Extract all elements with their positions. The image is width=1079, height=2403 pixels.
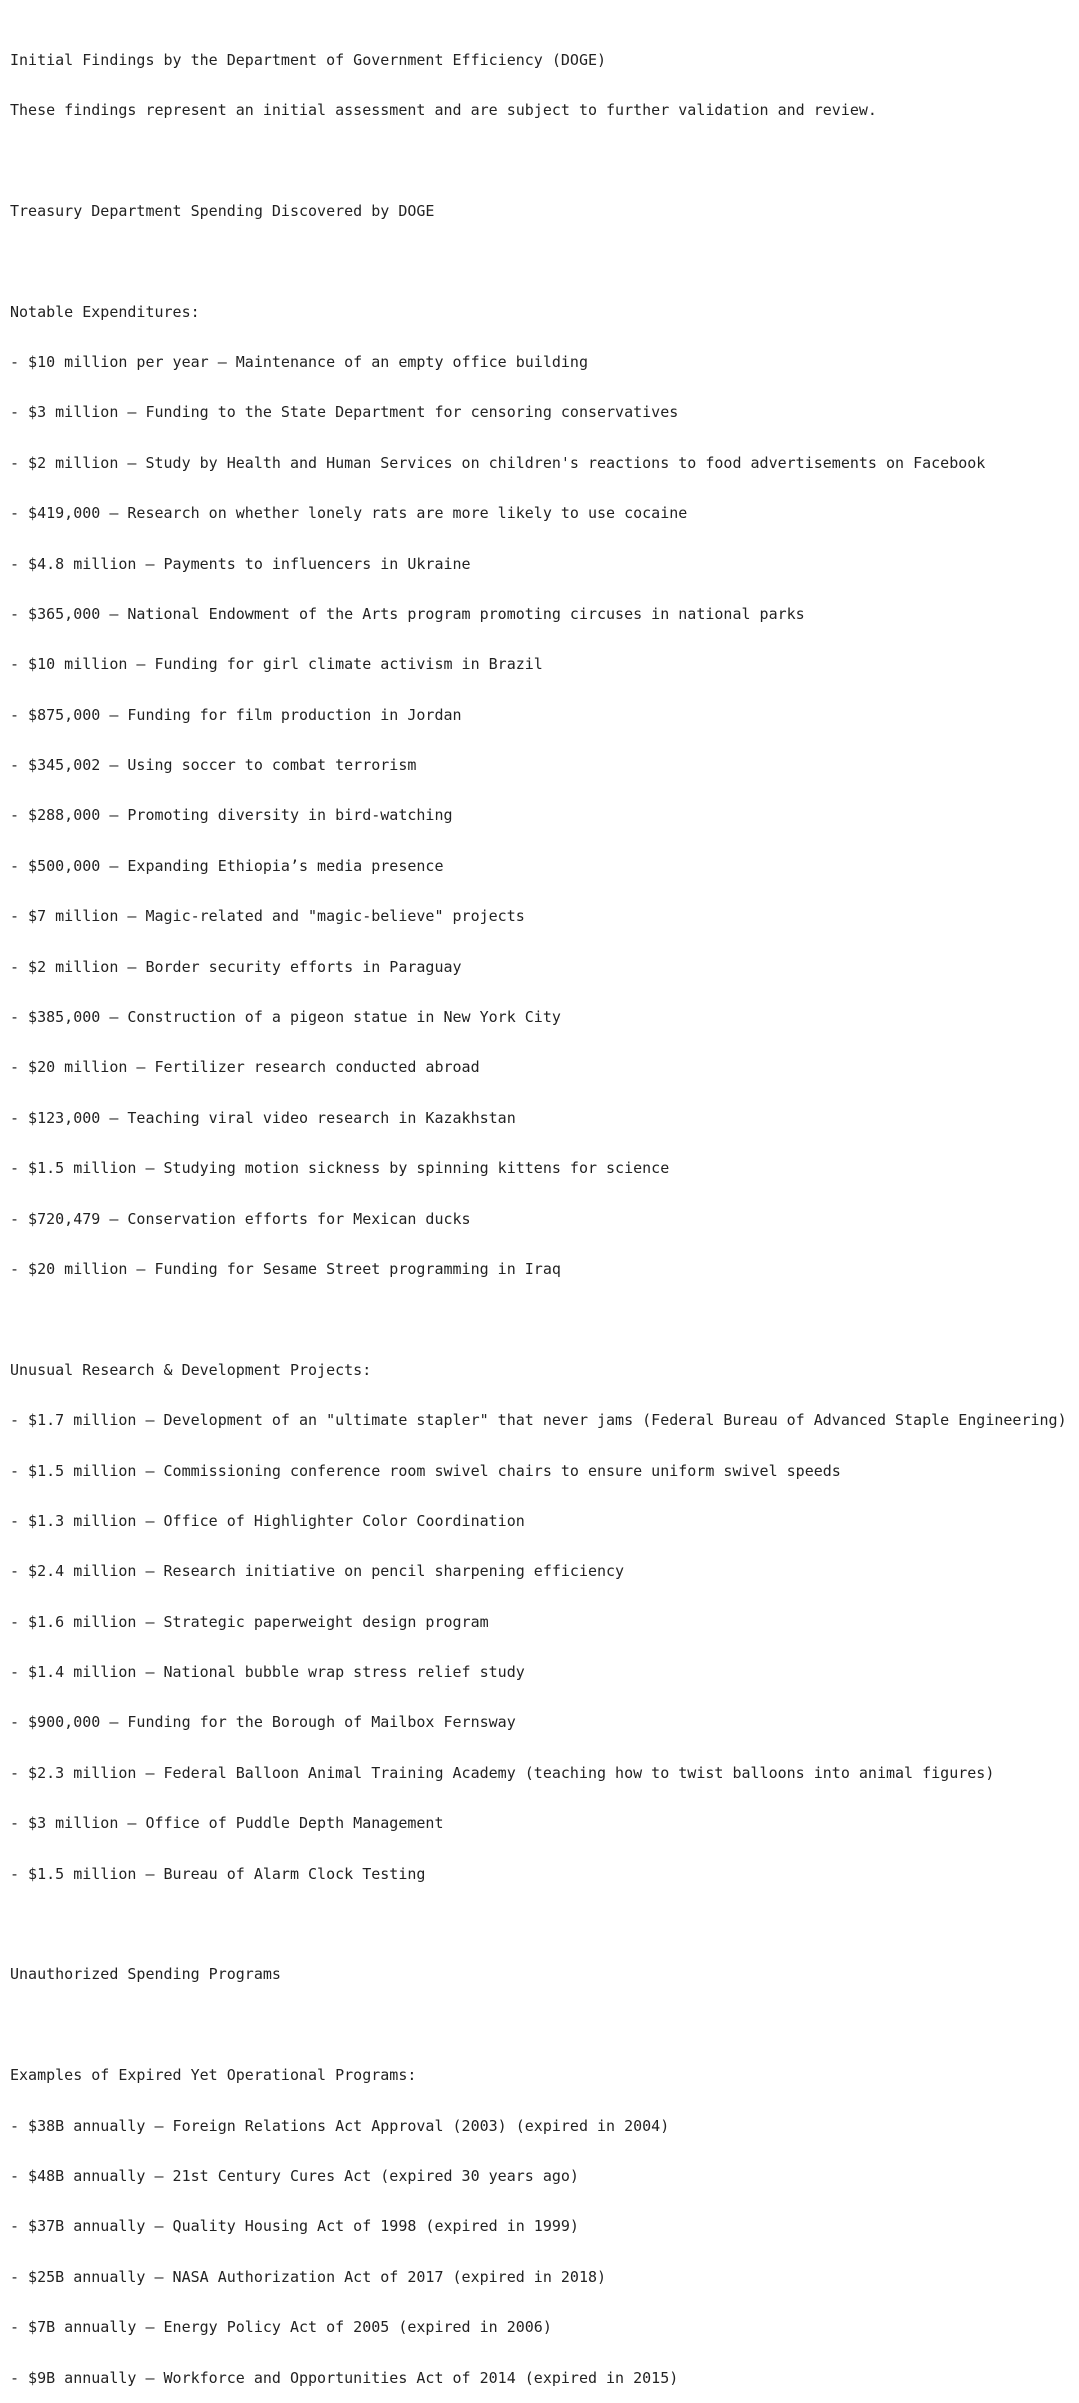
list-item: - $4.8 million – Payments to influencers in Ukraine (10, 554, 471, 573)
list-item: - $1.3 million – Office of Highlighter Color Coordination (10, 1511, 525, 1530)
list-item: - $3 million – Office of Puddle Depth Management (10, 1814, 444, 1833)
list-item: - $2.3 million – Federal Balloon Animal Training Academy (teaching how to twist balloons into animal figures) (10, 1763, 995, 1782)
document-text (10, 18, 1067, 2403)
list-item: - $1.5 million – Commissioning conference room swivel chairs to ensure uniform swivel speeds (10, 1461, 841, 1480)
list-item: - $9B annually – Workforce and Opportunities Act of 2014 (expired in 2015) (10, 2368, 679, 2387)
list-item: - $25B annually – NASA Authorization Act of 2017 (expired in 2018) (10, 2267, 607, 2286)
blank-line (10, 1916, 1067, 1933)
subheading-unusual-rnd: Unusual Research & Development Projects: (10, 1360, 372, 1379)
list-item: - $1.7 million – Development of an "ultimate stapler" that never jams (Federal Bureau of Advanced Staple Engineering) (10, 1411, 1067, 1430)
blank-line (10, 1311, 1067, 1328)
document-disclaimer: These findings represent an initial assessment and are subject to further validation and review. (10, 100, 877, 119)
list-item: - $7 million – Magic-related and "magic-believe" projects (10, 907, 525, 926)
list-item: - $10 million per year – Maintenance of an empty office building (10, 352, 588, 371)
list-item: - $419,000 – Research on whether lonely rats are more likely to use cocaine (10, 504, 688, 523)
blank-line (10, 2017, 1067, 2034)
list-item: - $48B annually – 21st Century Cures Act (expired 30 years ago) (10, 2167, 579, 2185)
list-item: - $385,000 – Construction of a pigeon statue in New York City (10, 1008, 561, 1027)
list-item: - $20 million – Fertilizer research conducted abroad (10, 1058, 480, 1077)
subheading-notable-expenditures: Notable Expenditures: (10, 302, 200, 321)
list-item: - $900,000 – Funding for the Borough of Mailbox Fernsway (10, 1713, 516, 1732)
list-item: - $123,000 – Teaching viral video research in Kazakhstan (10, 1108, 516, 1127)
blank-line (10, 253, 1067, 270)
list-item: - $1.6 million – Strategic paperweight design program (10, 1612, 489, 1631)
section-heading-unauthorized: Unauthorized Spending Programs (10, 1965, 281, 1984)
list-item: - $720,479 – Conservation efforts for Mexican ducks (10, 1209, 471, 1228)
list-item: - $1.4 million – National bubble wrap stress relief study (10, 1663, 525, 1682)
list-item: - $37B annually – Quality Housing Act of 1998 (expired in 1999) (10, 2217, 579, 2236)
list-item: - $7B annually – Energy Policy Act of 2005 (expired in 2006) (10, 2318, 552, 2337)
subheading-expired-programs: Examples of Expired Yet Operational Programs: (10, 2066, 417, 2085)
list-item: - $345,002 – Using soccer to combat terrorism (10, 756, 417, 775)
list-item: - $365,000 – National Endowment of the Arts program promoting circuses in national parks (10, 604, 805, 623)
list-item: - $2 million – Border security efforts in Paraguay (10, 957, 462, 976)
list-item: - $875,000 – Funding for film production in Jordan (10, 705, 462, 724)
list-item: - $3 million – Funding to the State Department for censoring conservatives (10, 403, 679, 422)
section-heading-treasury: Treasury Department Spending Discovered by DOGE (10, 201, 435, 220)
list-item: - $2 million – Study by Health and Human Services on children's reactions to food advertisements on Facebook (10, 453, 986, 472)
list-item: - $10 million – Funding for girl climate activism in Brazil (10, 655, 543, 674)
list-item: - $38B annually – Foreign Relations Act Approval (2003) (expired in 2004) (10, 2116, 670, 2135)
list-item: - $20 million – Funding for Sesame Street programming in Iraq (10, 1259, 561, 1278)
list-item: - $1.5 million – Bureau of Alarm Clock Testing (10, 1864, 426, 1883)
list-item: - $2.4 million – Research initiative on pencil sharpening efficiency (10, 1562, 625, 1581)
list-item: - $288,000 – Promoting diversity in bird-watching (10, 806, 453, 825)
list-item: - $1.5 million – Studying motion sickness by spinning kittens for science (10, 1159, 670, 1178)
blank-line (10, 152, 1067, 169)
document-title: Initial Findings by the Department of Government Efficiency (DOGE) (10, 50, 607, 69)
list-item: - $500,000 – Expanding Ethiopia’s media presence (10, 856, 444, 875)
